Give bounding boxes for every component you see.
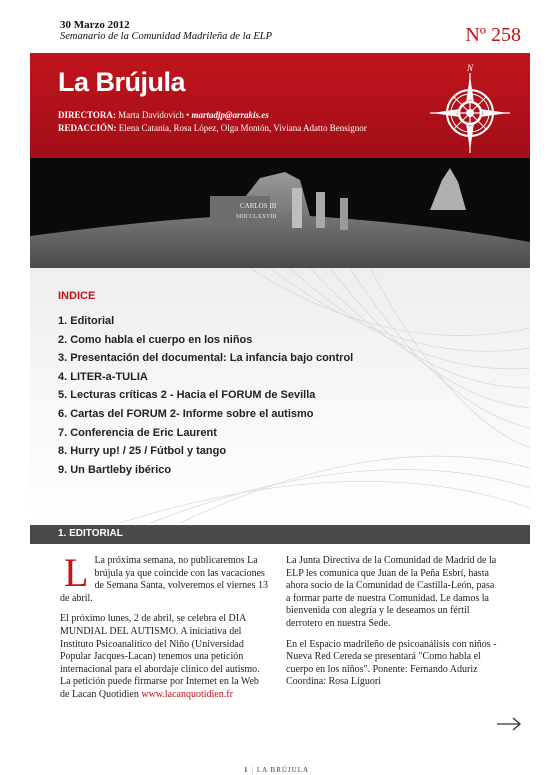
photo-inscription-1: CARLOS III [240,202,277,210]
section-heading-bar [30,525,530,544]
index-item-cuerpo-ninos[interactable]: 2. Como habla el cuerpo en los niños [58,333,253,346]
compass-icon [428,59,512,155]
editorial-column-left [60,550,270,710]
director-line [58,110,269,120]
index-list [58,312,353,479]
editorial-column-right [286,555,500,697]
newsletter-title: La Brújula [58,67,186,97]
redaccion-line [58,123,367,133]
footer-label: LA BRÚJULA [256,766,310,774]
editorial-paragraph-2: El próximo lunes, 2 de abril, se celebra el DIA MUNDIAL DEL AUTISMO. A iniciativa del Instituto Psicoanalítico del Niño (Universidad Popular Jacques-Lacan) tenemos una petición internacional para el abordaje clínico del autismo. La petición puede firmarse por Internet en la Web de Lacan Quotidien www.lacanquotidien.fr [60,613,260,700]
editorial-paragraph-4: En el Espacio madrileño de psicoanálisis con niños - Nueva Red Cereda se presentará "Como habla el cuerpo en los niños". Ponente: Fernando Aduriz Coordina: Rosa Liguori [286,638,497,688]
index-item-hurry-up[interactable]: 8. Hurry up! / 25 / Fútbol y tango [58,445,227,458]
editorial-paragraph-3: La Junta Directiva de la Comunidad de Madrid de la ELP les comunica que Juan de la Peña Esbrí, hasta ahora socio de la Comunidad de Castilla-León, pasa a formar parte de nuestra Comunidad. Le damos la bienvenida con alegría y le deseamos un fértil derrotero en nuestra Sede. [286,555,497,629]
director-email[interactable]: martadjp@arrakis.es [191,110,269,120]
masthead-subtitle: Semanario de la Comunidad Madrileña de la ELP [60,31,273,42]
index-section [30,268,530,523]
compass-north-letter: N [466,63,474,73]
index-item-cartas-forum[interactable]: 6. Cartas del FORUM 2- Informe sobre el autismo [58,407,314,420]
masthead-date: 30 Marzo 2012 [60,19,130,31]
monument-photo [30,158,530,268]
header-photo [30,158,530,268]
index-item-documental[interactable]: 3. Presentación del documental: La infancia bajo control [58,352,354,365]
index-item-bartleby[interactable]: 9. Un Bartleby ibérico [58,463,172,476]
footer-separator: | [251,766,254,774]
page-number: 1 [243,766,249,774]
redaccion-names: Elena Catania, Rosa López, Olga Montón, Viviana Adatto Bensignor [118,123,367,133]
index-item-conferencia[interactable]: 7. Conferencia de Eric Laurent [58,426,217,439]
index-item-liter-a-tulia[interactable]: 4. LITER-a-TULIA [58,370,148,383]
drop-cap: L [64,550,89,595]
lacan-quotidien-link[interactable]: www.lacanquotidien.fr [141,688,233,700]
redaccion-label: REDACCIÓN: [58,123,117,133]
section-heading: 1. EDITORIAL [58,528,123,539]
index-title: INDICE [58,290,96,302]
director-label: DIRECTORA: [58,110,116,120]
editorial-paragraph-1: L La próxima semana, no publicaremos La brújula ya que coincide con las vacaciones de Semana Santa, volveremos el viernes 13 de abril. [60,550,268,604]
issue-number: Nº 258 [465,24,521,46]
page-footer [0,766,553,774]
director-name: Marta Davidovich • [118,110,190,120]
index-item-editorial[interactable]: 1. Editorial [58,315,115,327]
header-banner [30,53,530,158]
photo-inscription-2: MDCCLXXVIII [236,214,277,220]
right-arrow-icon[interactable] [496,717,522,731]
index-item-lecturas-criticas[interactable]: 5. Lecturas críticas 2 - Hacia el FORUM de Sevilla [58,389,316,402]
